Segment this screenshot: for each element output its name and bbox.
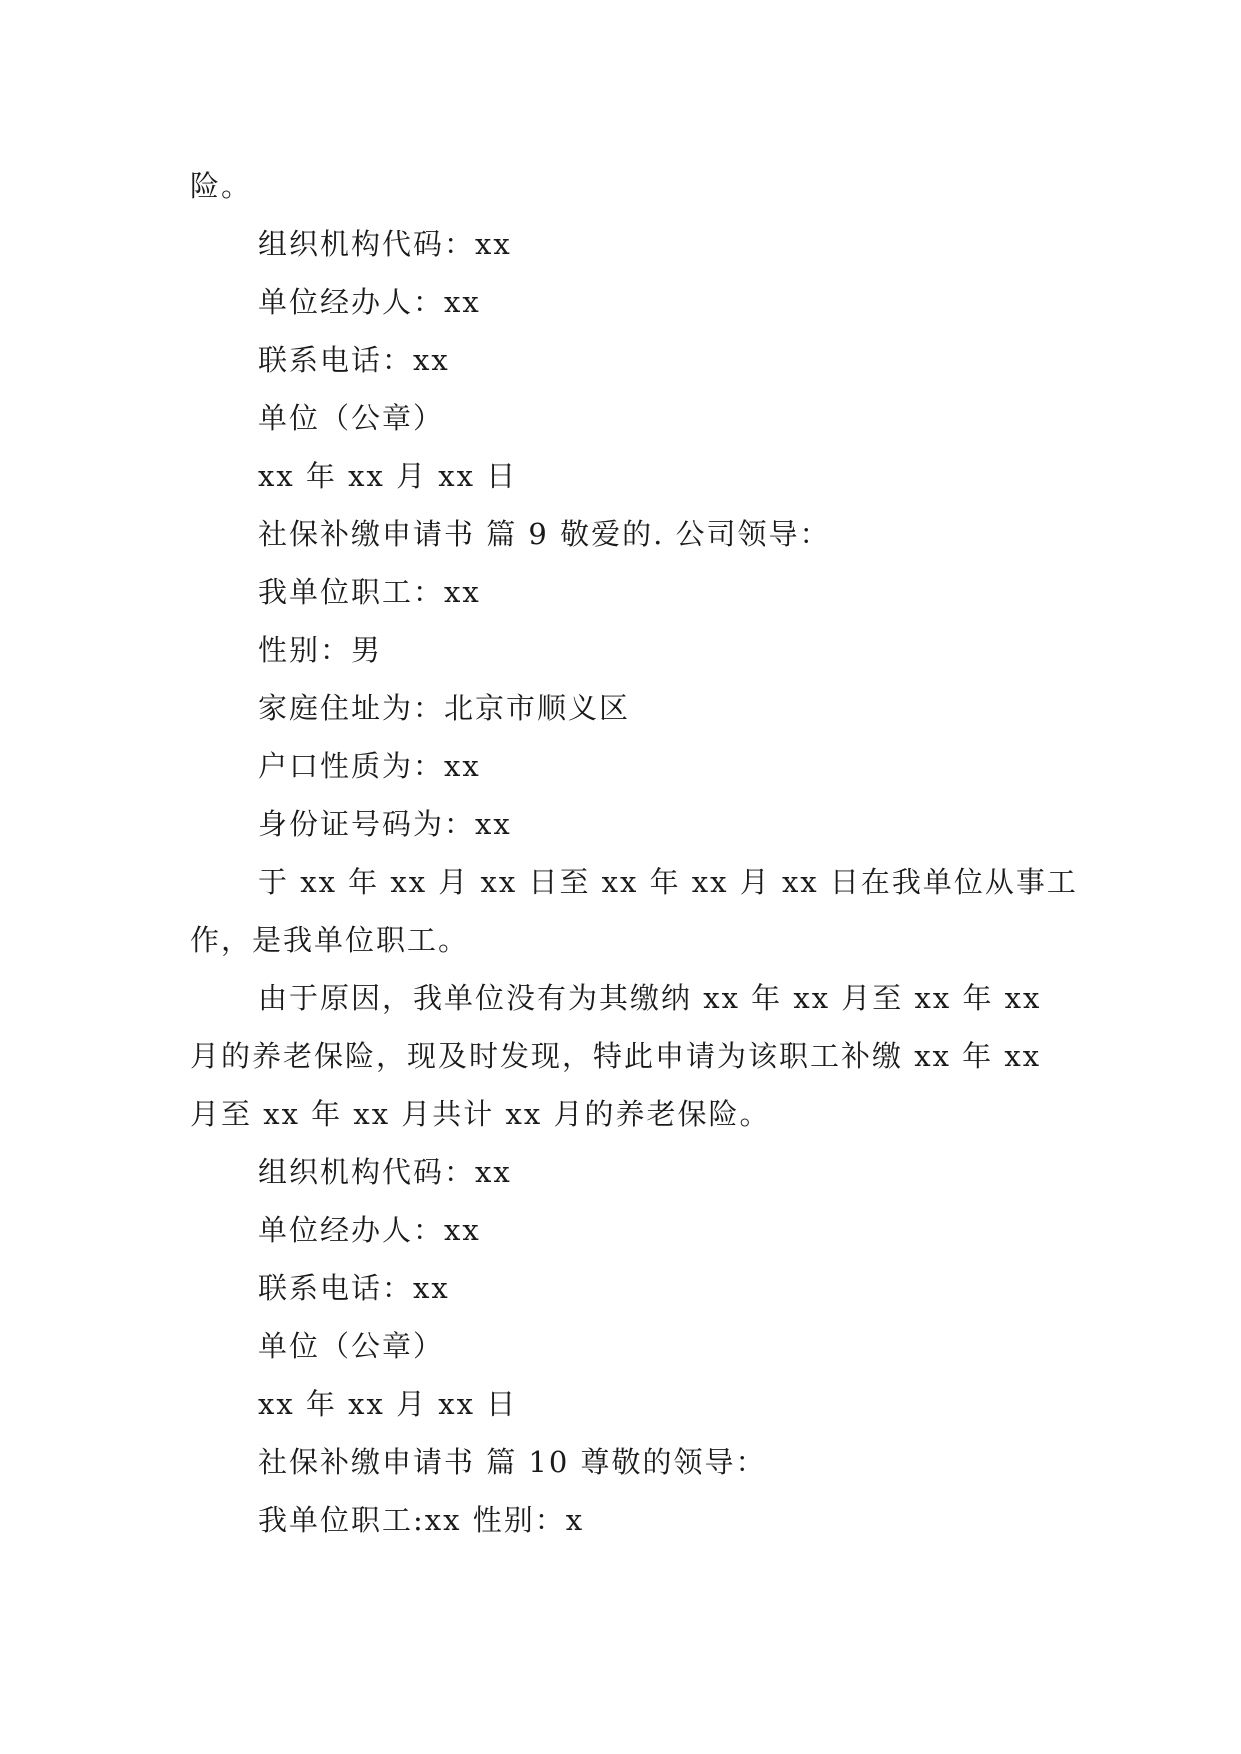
text-line: 性别：男 [258,633,383,667]
text-line: 月至 xx 年 xx 月共计 xx 月的养老保险。 [190,1097,771,1131]
text-line: 我单位职工：xx [258,575,481,609]
text-line: 联系电话：xx [258,1271,450,1305]
text-line: 身份证号码为：xx [258,807,512,841]
text-line: 月的养老保险，现及时发现，特此申请为该职工补缴 xx 年 xx [190,1039,1042,1073]
text-line: 单位（公章） [258,1329,445,1363]
text-line: 社保补缴申请书 篇 10 尊敬的领导： [258,1445,767,1479]
text-line: 联系电话：xx [258,343,450,377]
text-line: 家庭住址为：北京市顺义区 [258,691,631,725]
text-line: 组织机构代码：xx [258,227,512,261]
text-line: 组织机构代码：xx [258,1155,512,1189]
text-line: 于 xx 年 xx 月 xx 日至 xx 年 xx 月 xx 日在我单位从事工 [258,865,1078,899]
text-line: 社保补缴申请书 篇 9 敬爱的. 公司领导： [258,517,831,551]
text-line: 我单位职工:xx 性别：x [258,1503,585,1537]
text-line: 单位（公章） [258,401,445,435]
text-line: xx 年 xx 月 xx 日 [258,1387,518,1421]
text-line: 单位经办人：xx [258,1213,481,1247]
text-line: 单位经办人：xx [258,285,481,319]
text-line: 作，是我单位职工。 [190,923,470,957]
text-line: xx 年 xx 月 xx 日 [258,459,518,493]
text-line: 由于原因，我单位没有为其缴纳 xx 年 xx 月至 xx 年 xx [258,981,1042,1015]
text-line: 户口性质为：xx [258,749,481,783]
text-line: 险。 [190,169,253,203]
